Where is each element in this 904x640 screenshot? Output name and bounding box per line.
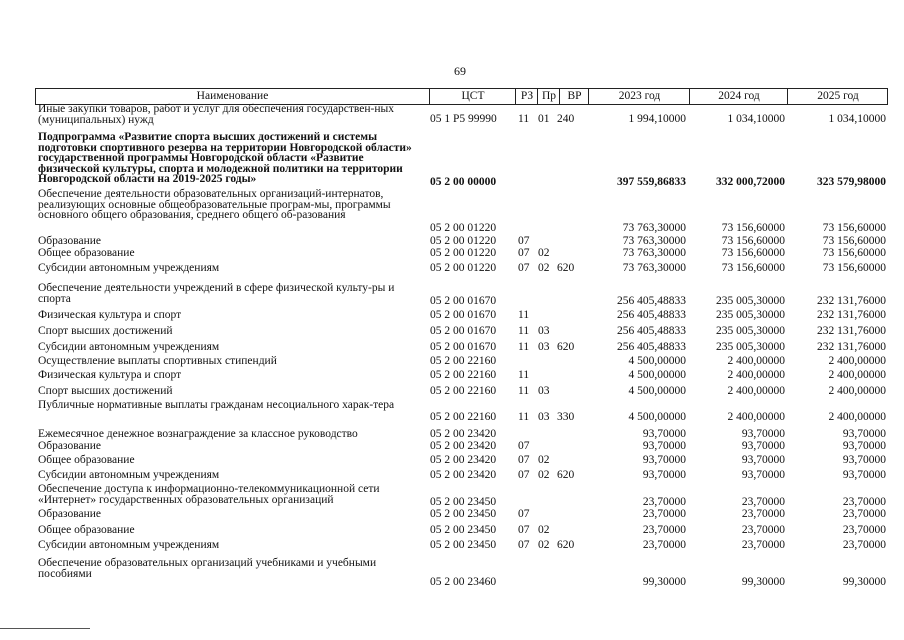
row-2025: 1 034,10000	[828, 113, 886, 125]
row-cst: 05 2 00 01670	[430, 309, 497, 321]
row-rz: 11	[518, 411, 530, 423]
table-row	[35, 326, 888, 337]
row-2024: 23,70000	[741, 508, 785, 520]
table-row	[35, 356, 888, 367]
row-cst: 05 2 00 00000	[430, 176, 497, 188]
row-2025: 93,70000	[842, 469, 886, 481]
header-pr: Пр	[537, 89, 560, 104]
row-cst: 05 2 00 23450	[430, 524, 497, 536]
row-cst: 05 2 00 23420	[430, 428, 497, 440]
row-cst: 05 2 00 01220	[430, 247, 497, 259]
row-name: Физическая культура и спорт	[38, 369, 182, 381]
row-name: Обеспечение доступа к информационно-телекоммуникационной сети «Интернет» государственных образовательных организаций	[38, 483, 380, 506]
table-row	[35, 470, 888, 481]
row-name: Образование	[38, 508, 102, 520]
row-pr: 02	[538, 469, 550, 481]
row-rz: 11	[518, 325, 530, 337]
row-2025: 93,70000	[842, 454, 886, 466]
table-row	[35, 132, 888, 188]
row-2023: 93,70000	[642, 469, 686, 481]
row-name: Общее образование	[38, 524, 135, 536]
row-rz: 07	[518, 235, 530, 247]
row-cst: 05 2 00 01220	[430, 235, 497, 247]
table-row	[35, 189, 888, 234]
header-name: Наименование	[196, 90, 269, 102]
row-cst: 05 2 00 23460	[430, 576, 497, 588]
row-name: Субсидии автономным учреждениям	[38, 539, 220, 551]
row-2024: 73 156,60000	[721, 235, 785, 247]
row-2025: 2 400,00000	[828, 385, 886, 397]
table-row	[35, 429, 888, 440]
row-name: Ежемесячное денежное вознаграждение за классное руководство	[38, 428, 358, 440]
row-pr: 02	[538, 524, 550, 536]
table-row	[35, 263, 888, 274]
row-2023: 99,30000	[642, 576, 686, 588]
table-row	[35, 441, 888, 452]
budget-table	[35, 88, 888, 588]
row-2023: 4 500,00000	[628, 369, 686, 381]
header-2024: 2024 год	[689, 89, 788, 104]
row-cst: 05 2 00 23420	[430, 440, 497, 452]
row-cst: 05 2 00 01670	[430, 341, 497, 353]
row-vr: 240	[557, 113, 575, 125]
row-name: Обеспечение образовательных организаций учебниками и учебными пособиями	[38, 557, 377, 580]
row-2025: 23,70000	[842, 539, 886, 551]
row-name: Обеспечение деятельности образовательных организаций-интернатов, реализующих основные общеобразовательные програм-мы, программы основного общего образования, среднего общего об-разования	[38, 188, 391, 221]
row-2024: 235 005,30000	[716, 341, 785, 353]
row-cst: 05 2 00 23420	[430, 469, 497, 481]
header-rz: РЗ	[515, 89, 538, 104]
table-row	[35, 104, 888, 125]
row-2024: 235 005,30000	[716, 295, 785, 307]
row-rz: 07	[518, 262, 530, 274]
row-2025: 73 156,60000	[822, 235, 886, 247]
row-rz: 11	[518, 385, 530, 397]
row-2024: 2 400,00000	[727, 385, 785, 397]
row-name: Образование	[38, 235, 102, 247]
row-2025: 73 156,60000	[822, 247, 886, 259]
row-name: Физическая культура и спорт	[38, 309, 182, 321]
row-2023: 256 405,48833	[617, 309, 686, 321]
row-vr: 620	[557, 341, 575, 353]
row-rz: 07	[518, 524, 530, 536]
table-row	[35, 525, 888, 536]
row-2024: 2 400,00000	[727, 355, 785, 367]
table-row	[35, 386, 888, 397]
row-rz: 07	[518, 247, 530, 259]
row-name: Субсидии автономным учреждениям	[38, 341, 220, 353]
row-name: Иные закупки товаров, работ и услуг для обеспечения государствен-ных (муниципальных) нужд	[38, 103, 395, 126]
row-2024: 23,70000	[741, 539, 785, 551]
row-2023: 4 500,00000	[628, 355, 686, 367]
row-2024: 93,70000	[741, 428, 785, 440]
row-rz: 07	[518, 469, 530, 481]
row-pr: 01	[538, 113, 550, 125]
header-2023: 2023 год	[588, 89, 690, 104]
row-name: Общее образование	[38, 454, 135, 466]
row-rz: 11	[518, 113, 530, 125]
row-vr: 620	[557, 262, 575, 274]
row-cst: 05 2 00 01220	[430, 262, 497, 274]
row-2025: 23,70000	[842, 524, 886, 536]
row-pr: 03	[538, 385, 550, 397]
row-2024: 23,70000	[741, 496, 785, 508]
row-cst: 05 2 00 22160	[430, 369, 497, 381]
row-2023: 4 500,00000	[628, 385, 686, 397]
table-row	[35, 484, 888, 508]
table-row	[35, 370, 888, 381]
row-cst: 05 2 00 22160	[430, 355, 497, 367]
row-cst: 05 2 00 01670	[430, 325, 497, 337]
row-cst: 05 2 00 23420	[430, 454, 497, 466]
row-2023: 73 763,30000	[622, 235, 686, 247]
row-2023: 256 405,48833	[617, 295, 686, 307]
row-cst: 05 2 00 23450	[430, 496, 497, 508]
table-row	[35, 558, 888, 588]
header-2025: 2025 год	[787, 89, 888, 104]
row-name: Субсидии автономным учреждениям	[38, 262, 220, 274]
row-2023: 1 994,10000	[628, 113, 686, 125]
row-2023: 93,70000	[642, 454, 686, 466]
row-rz: 11	[518, 341, 530, 353]
row-2025: 323 579,98000	[817, 176, 886, 188]
row-2024: 235 005,30000	[716, 325, 785, 337]
row-2024: 73 156,60000	[721, 222, 785, 234]
row-2024: 332 000,72000	[716, 176, 785, 188]
row-pr: 03	[538, 325, 550, 337]
row-2023: 256 405,48833	[617, 341, 686, 353]
row-pr: 02	[538, 539, 550, 551]
row-2025: 23,70000	[842, 496, 886, 508]
row-name: Спорт высших достижений	[38, 385, 173, 397]
row-2025: 23,70000	[842, 508, 886, 520]
row-vr: 620	[557, 469, 575, 481]
row-2024: 73 156,60000	[721, 247, 785, 259]
row-2023: 256 405,48833	[617, 325, 686, 337]
table-row	[35, 509, 888, 520]
row-name: Осуществление выплаты спортивных стипендий	[38, 355, 277, 367]
row-pr: 03	[538, 411, 550, 423]
row-2025: 73 156,60000	[822, 262, 886, 274]
row-2023: 93,70000	[642, 440, 686, 452]
header-vr: ВР	[559, 89, 589, 104]
row-cst: 05 2 00 01670	[430, 295, 497, 307]
table-row	[35, 540, 888, 551]
row-cst: 05 2 00 01220	[430, 222, 497, 234]
row-rz: 07	[518, 454, 530, 466]
row-rz: 11	[518, 369, 530, 381]
row-rz: 07	[518, 508, 530, 520]
row-2025: 93,70000	[842, 440, 886, 452]
footer-rule	[0, 628, 90, 629]
row-2025: 99,30000	[842, 576, 886, 588]
row-name: Спорт высших достижений	[38, 325, 173, 337]
row-cst: 05 2 00 22160	[430, 411, 497, 423]
row-2023: 73 763,30000	[622, 262, 686, 274]
row-2023: 23,70000	[642, 508, 686, 520]
table-row	[35, 283, 888, 307]
row-2024: 93,70000	[741, 454, 785, 466]
row-2024: 99,30000	[741, 576, 785, 588]
row-2025: 232 131,76000	[817, 309, 886, 321]
row-2023: 4 500,00000	[628, 411, 686, 423]
row-2023: 397 559,86833	[617, 176, 686, 188]
row-cst: 05 2 00 23450	[430, 508, 497, 520]
row-name: Субсидии автономным учреждениям	[38, 469, 220, 481]
row-name: Подпрограмма «Развитие спорта высших достижений и системы подготовки спортивного резерва на территории Новгородской области» государственной программы Новгородской области «Развитие физической культуры, спорта и молодежной политики на территории Новгородской области на 2019-2025 годы»	[38, 131, 412, 185]
row-2024: 2 400,00000	[727, 411, 785, 423]
table-row	[35, 236, 888, 247]
row-2025: 2 400,00000	[828, 369, 886, 381]
row-2023: 23,70000	[642, 539, 686, 551]
row-pr: 03	[538, 341, 550, 353]
row-vr: 330	[557, 411, 575, 423]
row-cst: 05 2 00 22160	[430, 385, 497, 397]
row-2023: 73 763,30000	[622, 247, 686, 259]
row-2025: 232 131,76000	[817, 295, 886, 307]
row-2025: 73 156,60000	[822, 222, 886, 234]
row-2023: 73 763,30000	[622, 222, 686, 234]
row-2024: 2 400,00000	[727, 369, 785, 381]
row-2025: 232 131,76000	[817, 325, 886, 337]
row-pr: 02	[538, 262, 550, 274]
row-2024: 23,70000	[741, 524, 785, 536]
row-2025: 232 131,76000	[817, 341, 886, 353]
row-2025: 93,70000	[842, 428, 886, 440]
page-number: 69	[454, 64, 466, 78]
row-pr: 02	[538, 247, 550, 259]
row-cst: 05 2 00 23450	[430, 539, 497, 551]
row-2024: 73 156,60000	[721, 262, 785, 274]
row-name: Обеспечение деятельности учреждений в сфере физической культу-ры и спорта	[38, 282, 395, 305]
row-2024: 93,70000	[741, 469, 785, 481]
header-cst: ЦСТ	[429, 89, 516, 104]
table-row	[35, 310, 888, 321]
row-2025: 2 400,00000	[828, 411, 886, 423]
row-rz: 11	[518, 309, 530, 321]
row-2023: 23,70000	[642, 496, 686, 508]
row-vr: 620	[557, 539, 575, 551]
row-2024: 1 034,10000	[727, 113, 785, 125]
row-pr: 02	[538, 454, 550, 466]
row-2024: 93,70000	[741, 440, 785, 452]
row-2024: 235 005,30000	[716, 309, 785, 321]
row-rz: 07	[518, 539, 530, 551]
table-row	[35, 248, 888, 259]
table-row	[35, 342, 888, 353]
row-2025: 2 400,00000	[828, 355, 886, 367]
row-name: Публичные нормативные выплаты гражданам несоциального харак-тера	[38, 399, 395, 411]
table-row	[35, 400, 888, 423]
row-2023: 93,70000	[642, 428, 686, 440]
row-rz: 07	[518, 440, 530, 452]
row-name: Общее образование	[38, 247, 135, 259]
row-cst: 05 1 P5 99990	[430, 113, 497, 125]
row-2023: 23,70000	[642, 524, 686, 536]
row-name: Образование	[38, 440, 102, 452]
table-row	[35, 455, 888, 466]
